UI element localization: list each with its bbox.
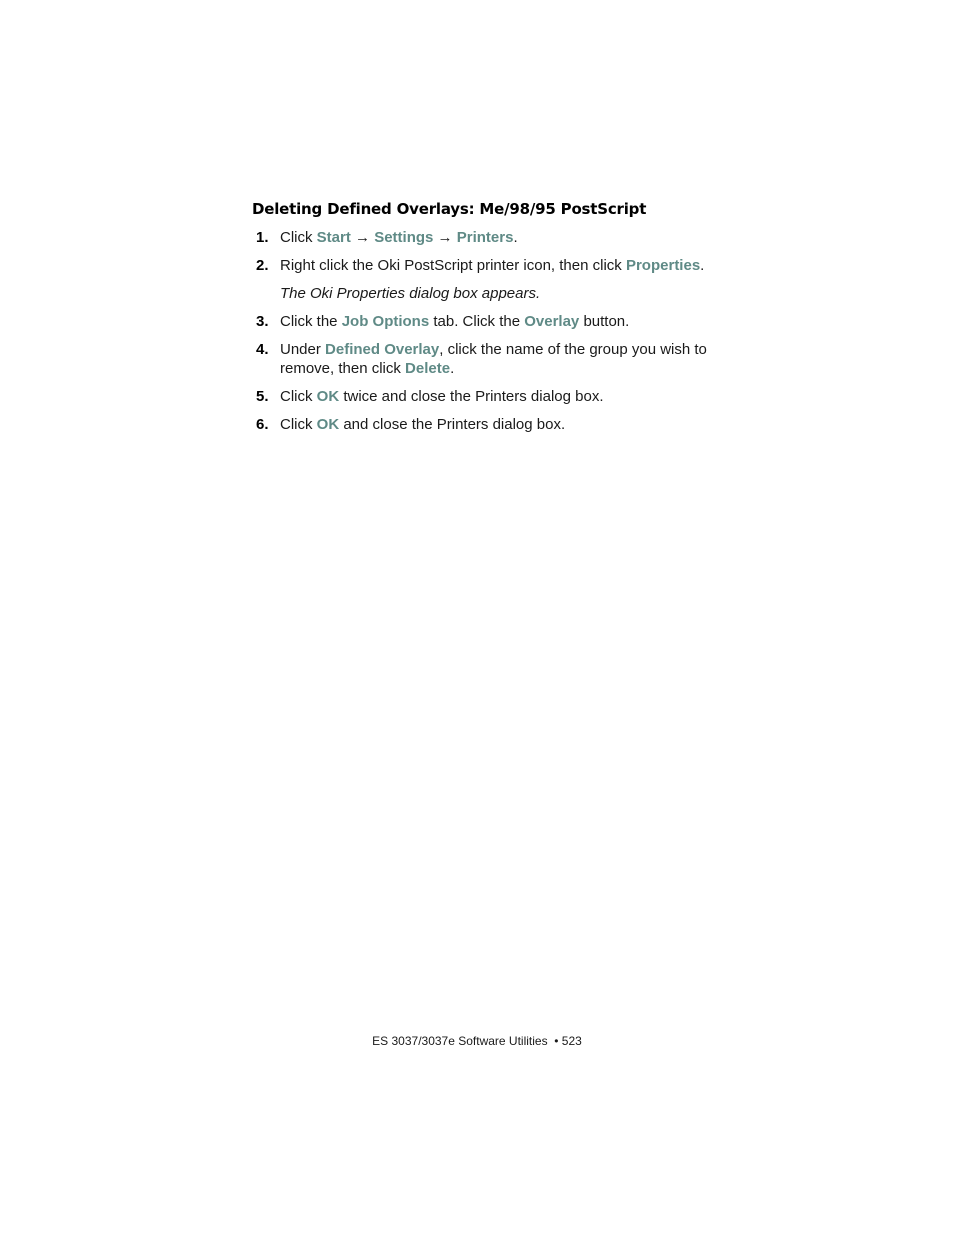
arrow-icon: → xyxy=(433,229,457,246)
step-number: 6. xyxy=(256,416,269,433)
step-text: twice and close the Printers dialog box. xyxy=(339,388,604,405)
step-number: 1. xyxy=(256,229,269,246)
step-text: tab. Click the xyxy=(429,313,525,330)
section-title: Deleting Defined Overlays: Me/98/95 PostScript xyxy=(252,200,647,218)
step-number: 2. xyxy=(256,257,269,274)
page-footer: ES 3037/3037e Software Utilities • 523 xyxy=(372,1034,582,1048)
step-text: Click xyxy=(280,416,317,433)
step-text: . xyxy=(450,360,455,377)
step-6 xyxy=(256,415,736,434)
arrow-icon: → xyxy=(350,229,375,246)
printers-link: Printers xyxy=(456,229,514,246)
step-5 xyxy=(256,387,736,406)
step-number: 5. xyxy=(256,388,269,405)
step-text: button. xyxy=(579,313,630,330)
ok-link: OK xyxy=(316,388,340,405)
step-2-result: The Oki Properties dialog box appears. xyxy=(280,285,541,302)
ok-link: OK xyxy=(316,416,340,433)
step-text: Right click the Oki PostScript printer icon, then click xyxy=(280,257,626,274)
step-text: . xyxy=(700,257,705,274)
delete-link: Delete xyxy=(405,360,451,377)
step-text: and close the Printers dialog box. xyxy=(339,416,566,433)
step-text: Click xyxy=(280,229,317,246)
step-text: . xyxy=(513,229,518,246)
step-2 xyxy=(256,256,736,275)
step-text: , click the name of the group you wish to remove, then click xyxy=(280,341,707,377)
overlay-link: Overlay xyxy=(524,313,580,330)
step-number: 4. xyxy=(256,341,269,358)
start-link: Start xyxy=(316,229,351,246)
defined-overlay-link: Defined Overlay xyxy=(325,341,440,358)
step-1 xyxy=(256,228,736,247)
step-4 xyxy=(256,340,736,378)
settings-link: Settings xyxy=(374,229,434,246)
properties-link: Properties xyxy=(625,257,701,274)
step-3 xyxy=(256,312,736,331)
steps-list xyxy=(256,228,736,443)
job-options-link: Job Options xyxy=(341,313,430,330)
step-text: Click the xyxy=(280,313,342,330)
step-number: 3. xyxy=(256,313,269,330)
step-text: Under xyxy=(280,341,326,358)
step-text: Click xyxy=(280,388,317,405)
